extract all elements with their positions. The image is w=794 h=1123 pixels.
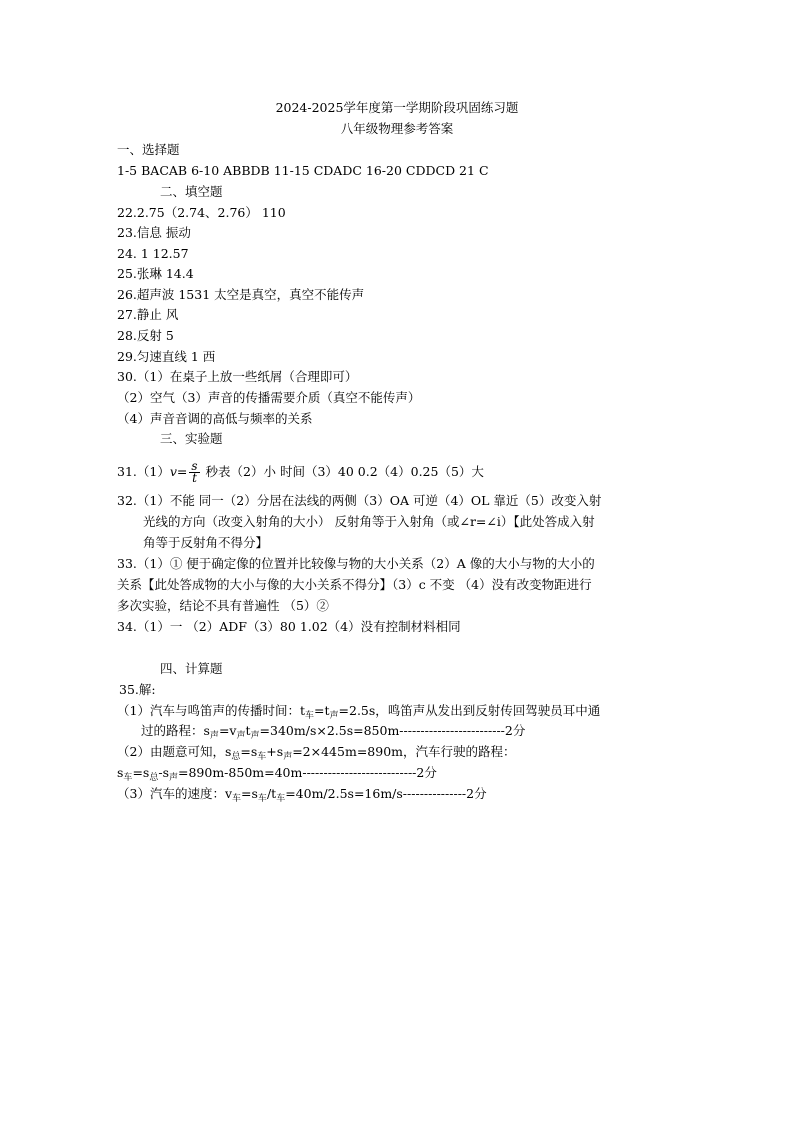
calc-l3-c: +s bbox=[266, 744, 284, 759]
answer-q32-line1: 32.（1）不能 同一（2）分居在法线的两侧（3）OA 可逆（4）OL 靠近（5）改变入射 bbox=[117, 493, 602, 508]
calc-l5-text: （3）汽车的速度：v bbox=[117, 786, 233, 801]
answer-q32-line2: 光线的方向（改变入射角的大小） 反射角等于入射角（或∠r=∠i）【此处答成入射 bbox=[143, 514, 595, 529]
answer-q27: 27.静止 风 bbox=[117, 307, 179, 322]
answer-q34: 34.（1）一 （2）ADF（3）80 1.02（4）没有控制材料相同 bbox=[117, 619, 461, 634]
document-title: 2024-2025学年度第一学期阶段巩固练习题 bbox=[275, 100, 519, 115]
calc-l2-text: 过的路程：s bbox=[141, 723, 210, 738]
section-calc-title: 四、计算题 bbox=[160, 661, 223, 676]
subscript: 声 bbox=[250, 731, 260, 741]
calc-l1-mid: =t bbox=[314, 703, 330, 718]
calc-line-2 bbox=[141, 723, 525, 741]
q31-formula-v: v bbox=[169, 464, 177, 479]
answer-q31 bbox=[117, 460, 484, 484]
answer-q24: 24. 1 12.57 bbox=[117, 246, 189, 261]
subscript: 声 bbox=[236, 731, 246, 741]
answer-q22: 22.2.75（2.74、2.76） 110 bbox=[117, 205, 286, 220]
answer-q32-line3: 角等于反射角不得分】 bbox=[143, 535, 269, 550]
section-choice-title: 一、选择题 bbox=[117, 142, 180, 157]
fraction-denominator: t bbox=[192, 471, 197, 485]
subscript: 车 bbox=[232, 794, 242, 804]
calc-l4-b: =s bbox=[132, 765, 150, 780]
subscript: 车 bbox=[123, 773, 133, 783]
calc-l5-c: /t bbox=[266, 786, 277, 801]
calc-line-1 bbox=[117, 703, 600, 721]
calc-l3-rest: =2×445m=890m，汽车行驶的路程： bbox=[292, 744, 516, 759]
calc-l2-b: =v bbox=[218, 723, 237, 738]
calc-line-5 bbox=[117, 786, 487, 804]
answer-q26: 26.超声波 1531 太空是真空，真空不能传声 bbox=[117, 287, 365, 302]
calc-l5-rest: =40m/2.5s=16m/s---------------2分 bbox=[285, 786, 487, 801]
subscript: 声 bbox=[283, 752, 293, 762]
subscript: 总 bbox=[149, 773, 159, 783]
answer-q28: 28.反射 5 bbox=[117, 328, 174, 343]
calc-l4-rest: =890m-850m=40m---------------------------2分 bbox=[178, 765, 437, 780]
velocity-formula-fraction bbox=[189, 461, 199, 484]
calc-l1-text: （1）汽车与鸣笛声的传播时间：t bbox=[117, 703, 305, 718]
calc-l5-b: =s bbox=[241, 786, 258, 801]
document-subtitle: 八年级物理参考答案 bbox=[340, 121, 454, 136]
calc-l4-text: s bbox=[117, 765, 124, 780]
calc-l2-c: t bbox=[245, 723, 251, 738]
subscript: 车 bbox=[276, 794, 286, 804]
q31-rest: 秒表（2）小 时间（3）40 0.2（4）0.25（5）大 bbox=[201, 464, 484, 479]
q31-formula-eq: = bbox=[176, 464, 188, 479]
answer-q33-line2: 关系【此处答成物的大小与像的大小关系不得分】（3）c 不变 （4）没有改变物距进行 bbox=[117, 577, 592, 592]
answer-q33-line1: 33.（1）① 便于确定像的位置并比较像与物的大小关系（2）A 像的大小与物的大小的 bbox=[117, 556, 595, 571]
subscript: 声 bbox=[168, 773, 178, 783]
answer-q33-line3: 多次实验，结论不具有普遍性 （5）② bbox=[117, 598, 329, 613]
answer-q25: 25.张琳 14.4 bbox=[117, 266, 194, 281]
subscript: 总 bbox=[231, 752, 241, 762]
subscript: 车 bbox=[257, 752, 267, 762]
answer-q30-part1: 30.（1）在桌子上放一些纸屑（合理即可） bbox=[117, 369, 358, 384]
calc-line-4 bbox=[117, 765, 437, 783]
subscript: 车 bbox=[304, 711, 314, 721]
subscript: 声 bbox=[329, 711, 339, 721]
subscript: 车 bbox=[257, 794, 267, 804]
calc-l1-rest: =2.5s，鸣笛声从发出到反射传回驾驶员耳中通 bbox=[338, 703, 601, 718]
answer-q23: 23.信息 振动 bbox=[117, 225, 191, 240]
answer-q35-heading: 35.解: bbox=[119, 682, 156, 697]
calc-line-3 bbox=[117, 744, 516, 762]
subscript: 声 bbox=[209, 731, 219, 741]
calc-l4-c: -s bbox=[158, 765, 169, 780]
answer-q30-part3: （4）声音音调的高低与频率的关系 bbox=[117, 411, 313, 426]
calc-l3-b: =s bbox=[240, 744, 258, 759]
answer-q29: 29.匀速直线 1 西 bbox=[117, 349, 216, 364]
choice-answers: 1-5 BACAB 6-10 ABBDB 11-15 CDADC 16-20 CDDCD 21 C bbox=[117, 163, 489, 178]
q31-prefix: 31.（1） bbox=[117, 464, 170, 479]
fraction-numerator: s bbox=[191, 459, 198, 473]
calc-l3-text: （2）由题意可知，s bbox=[117, 744, 232, 759]
calc-l2-rest: =340m/s×2.5s=850m-------------------------2分 bbox=[259, 723, 526, 738]
section-experiment-title: 三、实验题 bbox=[160, 431, 223, 446]
answer-q30-part2: （2）空气（3）声音的传播需要介质（真空不能传声） bbox=[117, 390, 421, 405]
section-fill-title: 二、填空题 bbox=[160, 184, 223, 199]
